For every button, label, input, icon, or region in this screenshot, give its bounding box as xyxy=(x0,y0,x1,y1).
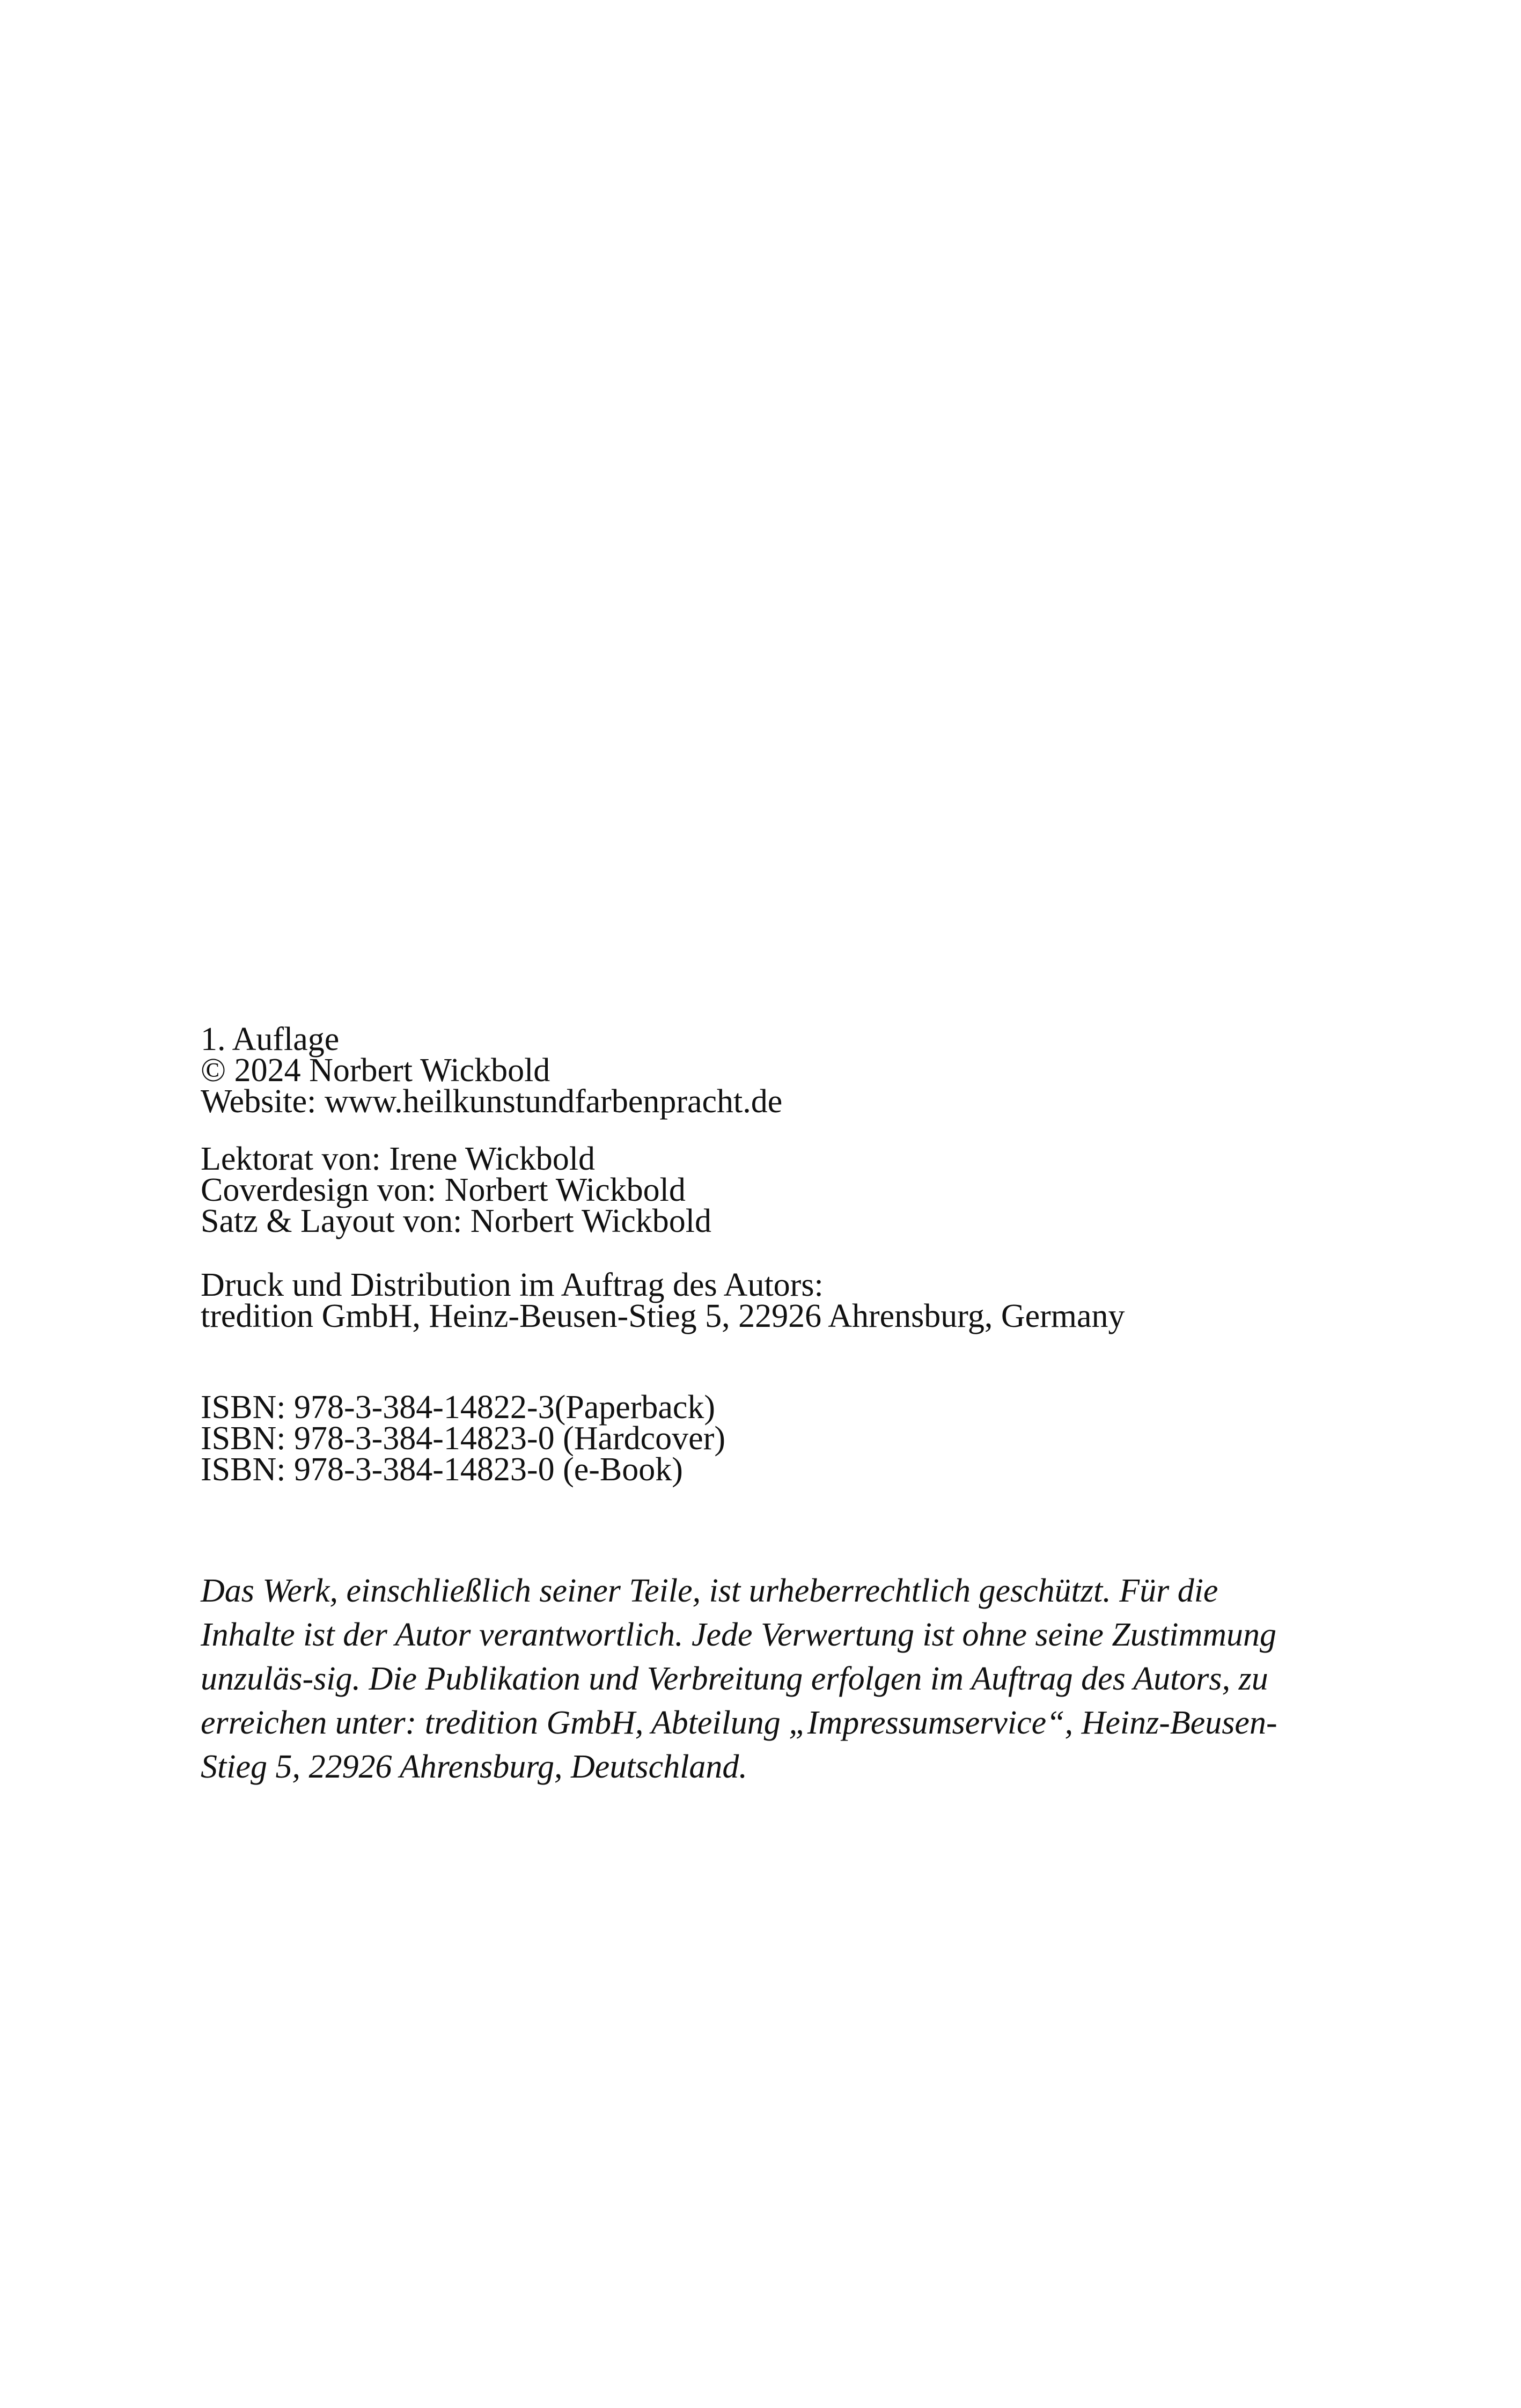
distribution-block xyxy=(201,1269,1125,1332)
isbn-paperback: ISBN: 978-3-384-14822-3(Paperback) xyxy=(201,1389,716,1426)
isbn-ebook: ISBN: 978-3-384-14823-0 (e-Book) xyxy=(201,1451,683,1488)
isbn-block xyxy=(201,1389,725,1488)
edition-block xyxy=(201,1021,783,1120)
distribution-heading: Druck und Distribution im Auftrag des Autors: xyxy=(201,1267,824,1303)
credit-editing: Lektorat von: Irene Wickbold xyxy=(201,1141,595,1177)
credit-typesetting: Satz & Layout von: Norbert Wickbold xyxy=(201,1203,712,1239)
website-line: Website: www.heilkunstundfarbenpracht.de xyxy=(201,1083,783,1120)
isbn-hardcover: ISBN: 978-3-384-14823-0 (Hardcover) xyxy=(201,1420,725,1457)
distribution-address: tredition GmbH, Heinz-Beusen-Stieg 5, 22926 Ahrensburg, Germany xyxy=(201,1298,1125,1334)
copyright-line: © 2024 Norbert Wickbold xyxy=(201,1052,550,1089)
legal-notice: Das Werk, einschließlich seiner Teile, ist urheberrechtlich geschützt. Für die Inhalte ist der Autor verantwortlich. Jede Verwertung ist ohne seine Zustimmung unzuläs-sig. Die Publikation und Verbreitung erfolgen im Auftrag des Autors, zu erreichen unter: tredition GmbH, Abteilung „Impressumservice“, Heinz-Beusen-Stieg 5, 22926 Ahrensburg, Deutschland. xyxy=(201,1573,1277,1785)
edition-line: 1. Auflage xyxy=(201,1021,340,1058)
credit-cover-design: Coverdesign von: Norbert Wickbold xyxy=(201,1172,686,1208)
credits-block xyxy=(201,1143,711,1237)
legal-notice-block xyxy=(201,1569,1306,1789)
